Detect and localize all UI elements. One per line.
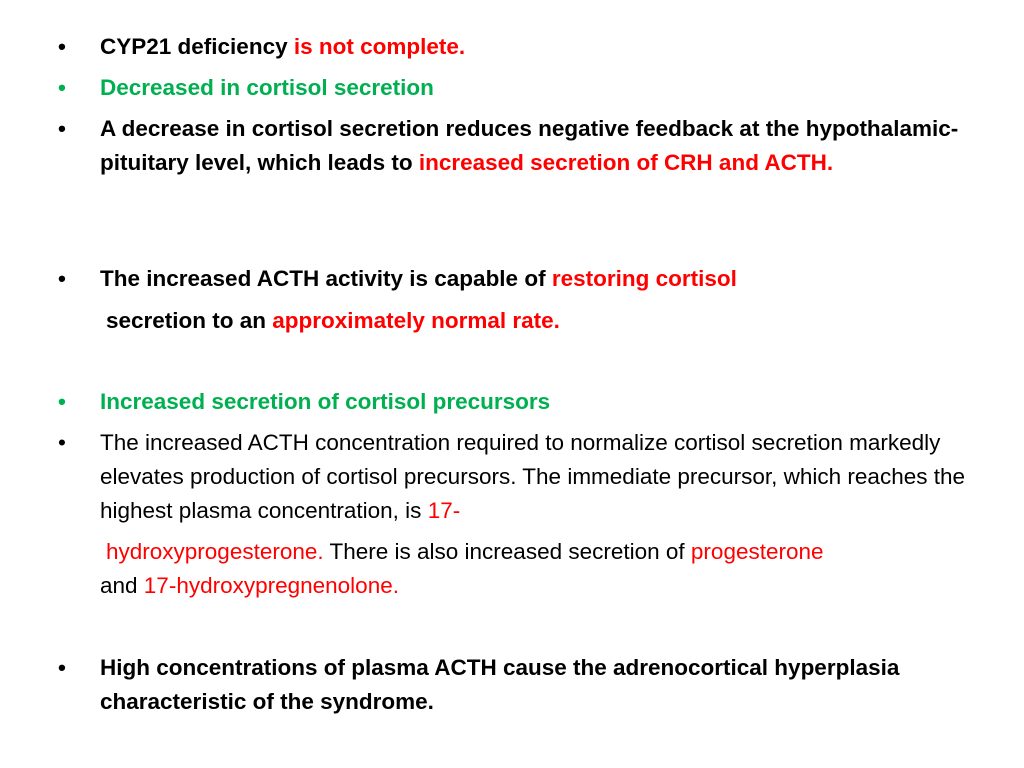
bullet-text: Decreased in cortisol secretion xyxy=(100,75,434,100)
bullet-dot: • xyxy=(58,75,66,100)
text-run: secretion to an xyxy=(106,308,273,333)
bullet-dot: • xyxy=(58,655,66,680)
highlight-red: 17-hydroxypregnenolone. xyxy=(143,573,399,598)
bullet-text xyxy=(100,262,980,296)
bullet-acth-activity-continuation xyxy=(106,304,560,338)
bullet-text: High concentrations of plasma ACTH cause the adrenocortical hyperplasia characteristic of the syndrome. xyxy=(100,655,900,714)
text-run: There is also increased secretion of xyxy=(323,539,691,564)
highlight-red: approximately normal rate. xyxy=(272,308,560,333)
text-run: The increased ACTH activity is capable of xyxy=(100,266,552,291)
bullet-dot: • xyxy=(58,34,66,59)
bullet-text xyxy=(100,112,980,180)
bullet-dot: • xyxy=(58,266,66,291)
highlight-red: is not complete. xyxy=(293,34,466,59)
bullet-text xyxy=(100,426,980,528)
highlight-red: increased secretion of CRH and ACTH. xyxy=(418,150,834,175)
text-run: The increased ACTH concentration required to normalize cortisol secretion markedly elevates production of cortisol precursors. The immediate precursor, which reaches the highest plasma concentration, is xyxy=(100,430,965,523)
highlight-red: progesterone xyxy=(690,539,824,564)
text-run: A decrease in cortisol secretion reduces negative feedback at the hypothalamic-pituitary level, which leads to xyxy=(100,116,959,175)
bullet-acth-concentration-continuation-2 xyxy=(100,569,399,603)
bullet-dot: • xyxy=(58,430,66,455)
highlight-red: restoring cortisol xyxy=(551,266,737,291)
bullet-text: Increased secretion of cortisol precursors xyxy=(100,389,551,414)
bullet-text xyxy=(100,30,980,64)
bullet-dot: • xyxy=(58,389,66,414)
highlight-red: 17- xyxy=(427,498,461,523)
text-run: and xyxy=(100,573,144,598)
bullet-acth-concentration-continuation xyxy=(106,535,824,569)
bullet-dot: • xyxy=(58,116,66,141)
highlight-red: hydroxyprogesterone. xyxy=(106,539,324,564)
text-run: CYP21 deficiency xyxy=(100,34,294,59)
